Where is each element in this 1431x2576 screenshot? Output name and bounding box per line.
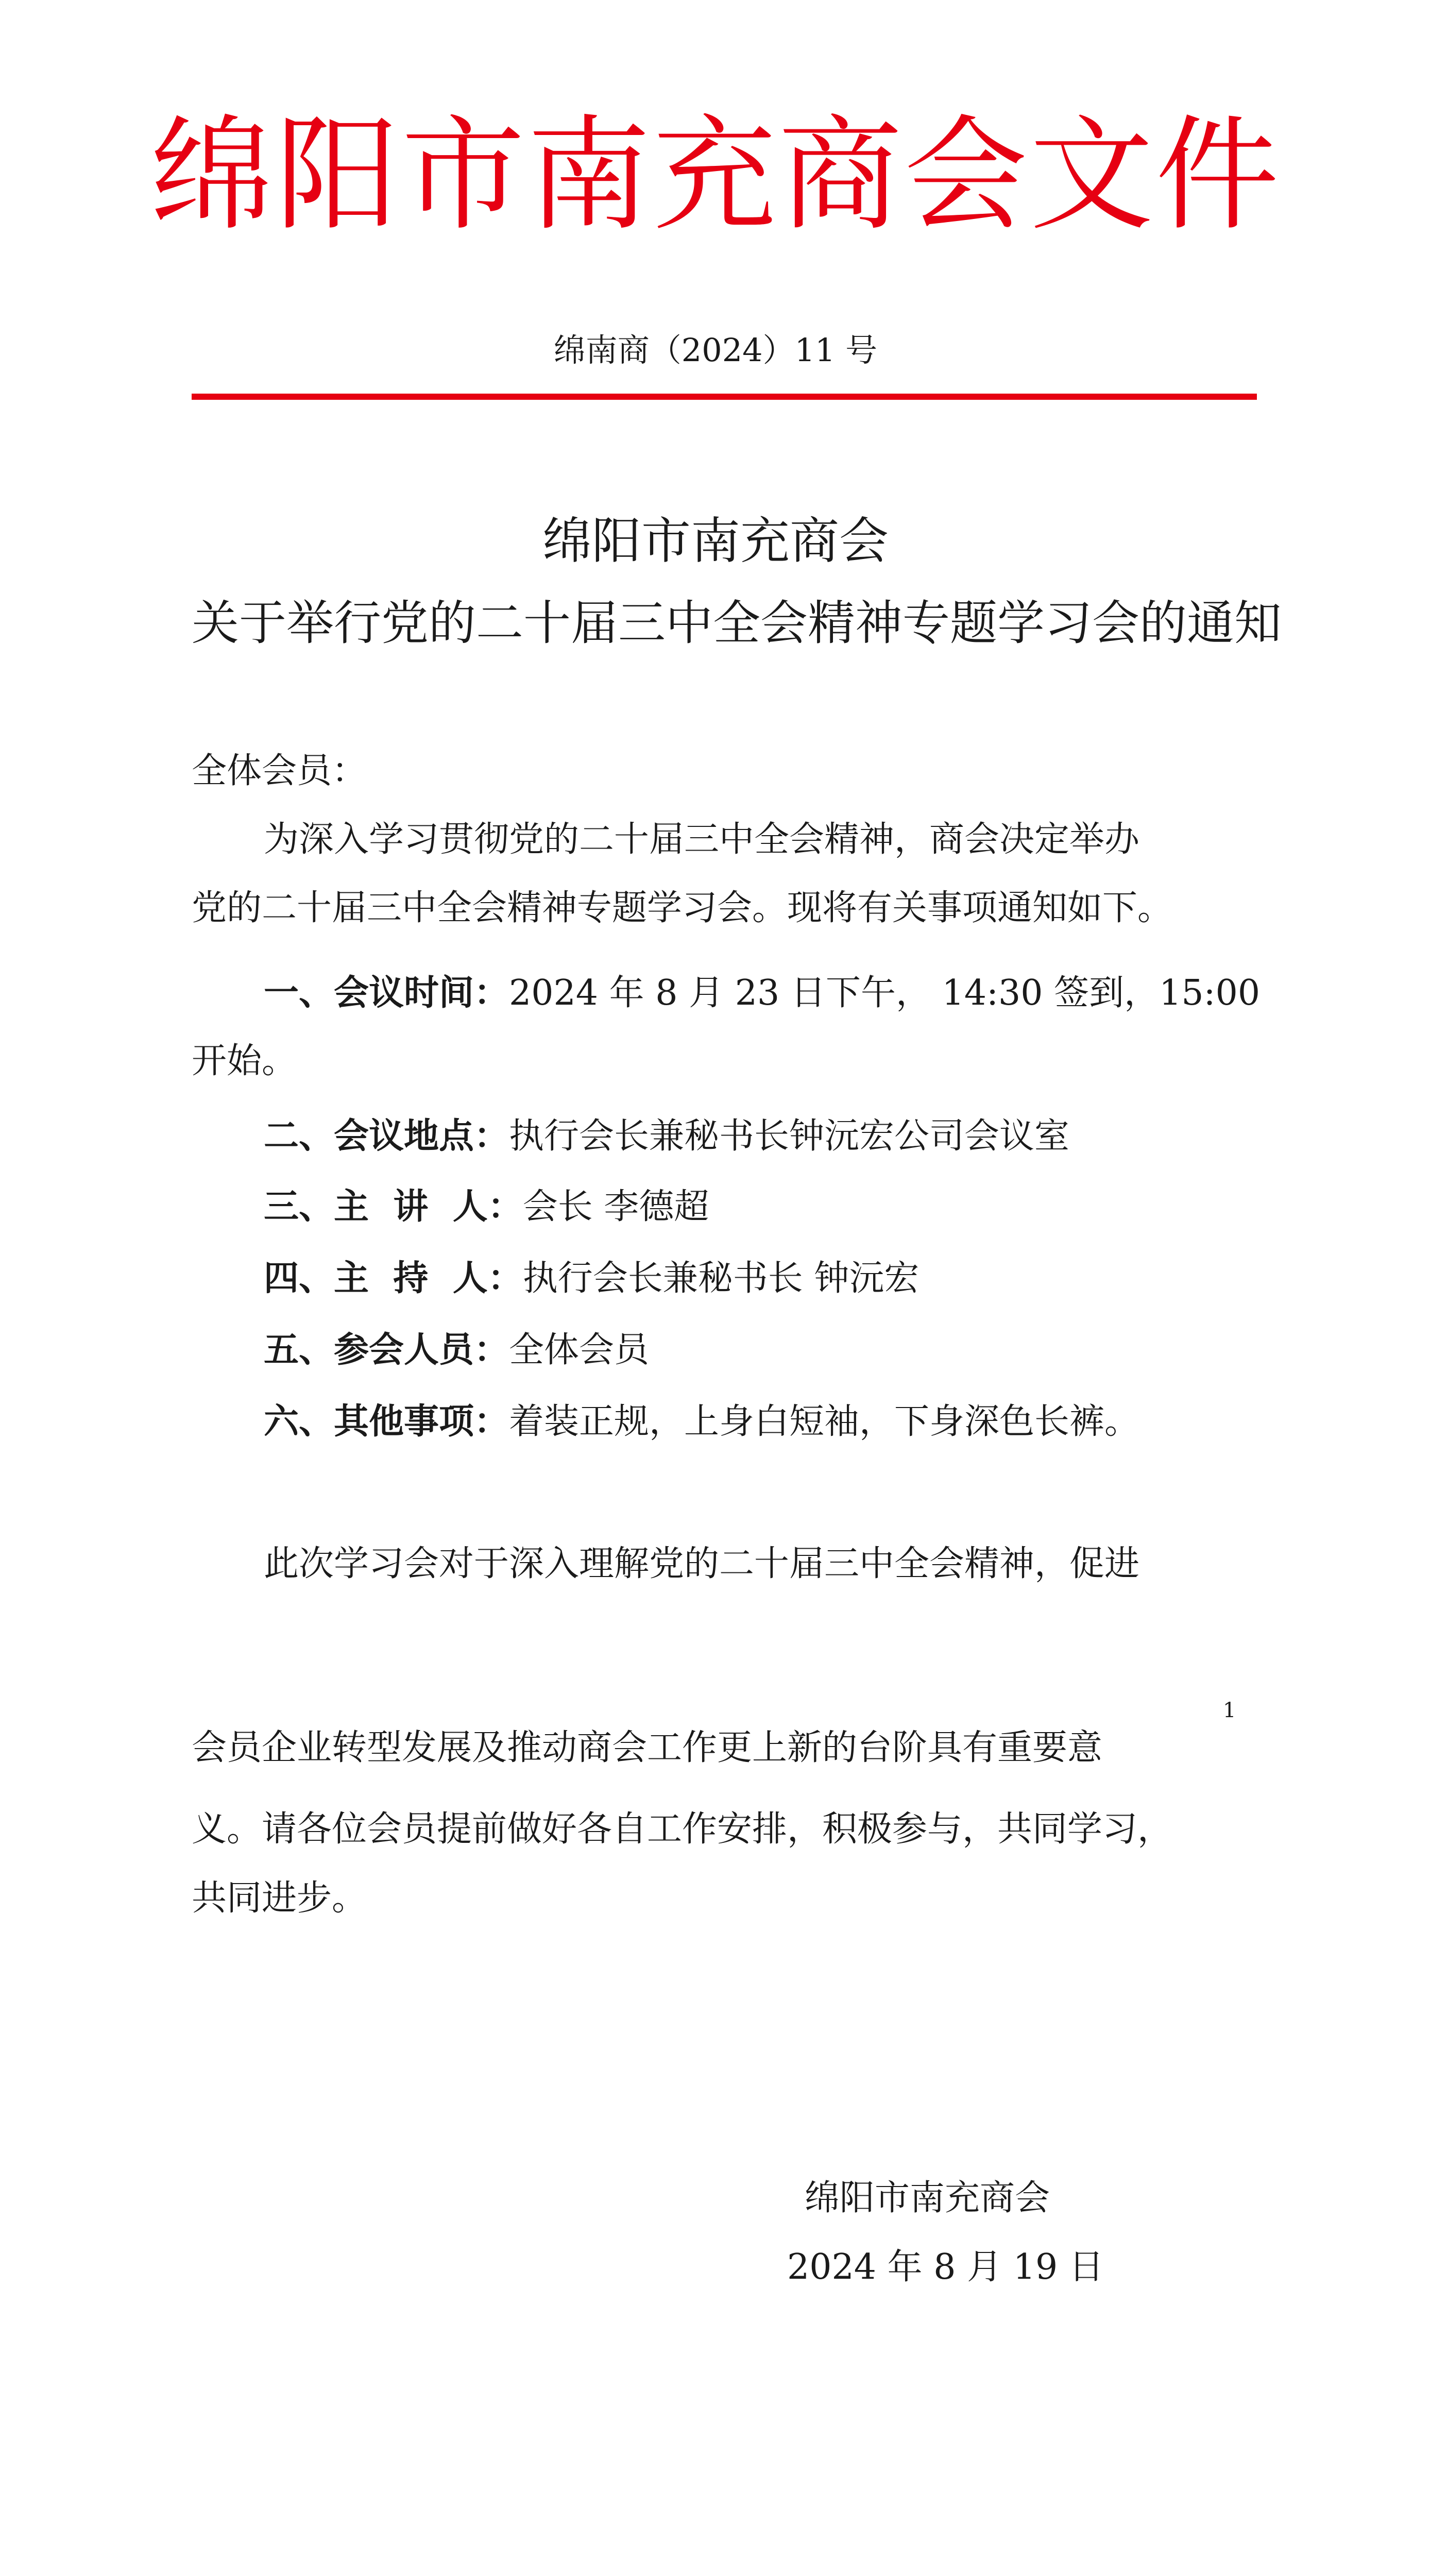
item-host [264, 1255, 919, 1302]
item-label: 六、其他事项： [264, 1401, 509, 1442]
document-number: 绵南商（2024）11 号 [553, 331, 878, 369]
signature-org: 绵阳市南充商会 [805, 2178, 1050, 2218]
signature-date: 2024 年 8 月 19 日 [787, 2247, 1104, 2287]
notice-title-subject: 关于举行党的二十届三中全会精神专题学习会的通知 [192, 596, 1282, 651]
closing-paragraph-line-3: 义。请各位会员提前做好各自工作安排，积极参与，共同学习， [192, 1809, 1173, 1850]
item-value: 执行会长兼秘书长 钟沅宏 [522, 1258, 919, 1299]
item-value: 2024 年 8 月 23 日下午， 14:30 签到，15:00 [509, 973, 1260, 1013]
item-label: 一、会议时间： [264, 972, 509, 1013]
closing-paragraph-line-1: 此次学习会对于深入理解党的二十届三中全会精神，促进 [264, 1544, 1140, 1584]
item-meeting-time [264, 970, 1260, 1016]
closing-paragraph-line-4: 共同进步。 [192, 1878, 367, 1919]
notice-title-org: 绵阳市南充商会 [542, 512, 889, 570]
item-value: 会长 李德超 [522, 1187, 709, 1227]
item-value: 全体会员 [509, 1330, 650, 1370]
item-other-matters [264, 1398, 1139, 1445]
item-attendees [264, 1327, 649, 1374]
item-value: 着装正规，上身白短袖，下身深色长裤。 [509, 1401, 1140, 1442]
item-meeting-time-continuation: 开始。 [192, 1041, 297, 1081]
intro-paragraph-line-1: 为深入学习贯彻党的二十届三中全会精神，商会决定举办 [264, 819, 1140, 860]
item-label: 三、主 讲 人： [264, 1186, 523, 1227]
item-label: 二、会议地点： [264, 1115, 509, 1157]
salutation: 全体会员： [192, 751, 367, 791]
item-label: 四、主 持 人： [264, 1258, 523, 1299]
closing-paragraph-line-2: 会员企业转型发展及推动商会工作更上新的台阶具有重要意 [192, 1727, 1103, 1768]
intro-paragraph-line-2: 党的二十届三中全会精神专题学习会。现将有关事项通知如下。 [192, 888, 1173, 928]
document-header-title: 绵阳市南充商会文件 [149, 103, 1281, 247]
item-meeting-location [264, 1113, 1069, 1160]
item-value: 执行会长兼秘书长钟沅宏公司会议室 [509, 1116, 1070, 1157]
item-speaker [264, 1183, 709, 1230]
page-number-1: 1 [1223, 1699, 1236, 1722]
item-label: 五、参会人员： [264, 1329, 509, 1370]
red-separator-rule [192, 394, 1257, 400]
